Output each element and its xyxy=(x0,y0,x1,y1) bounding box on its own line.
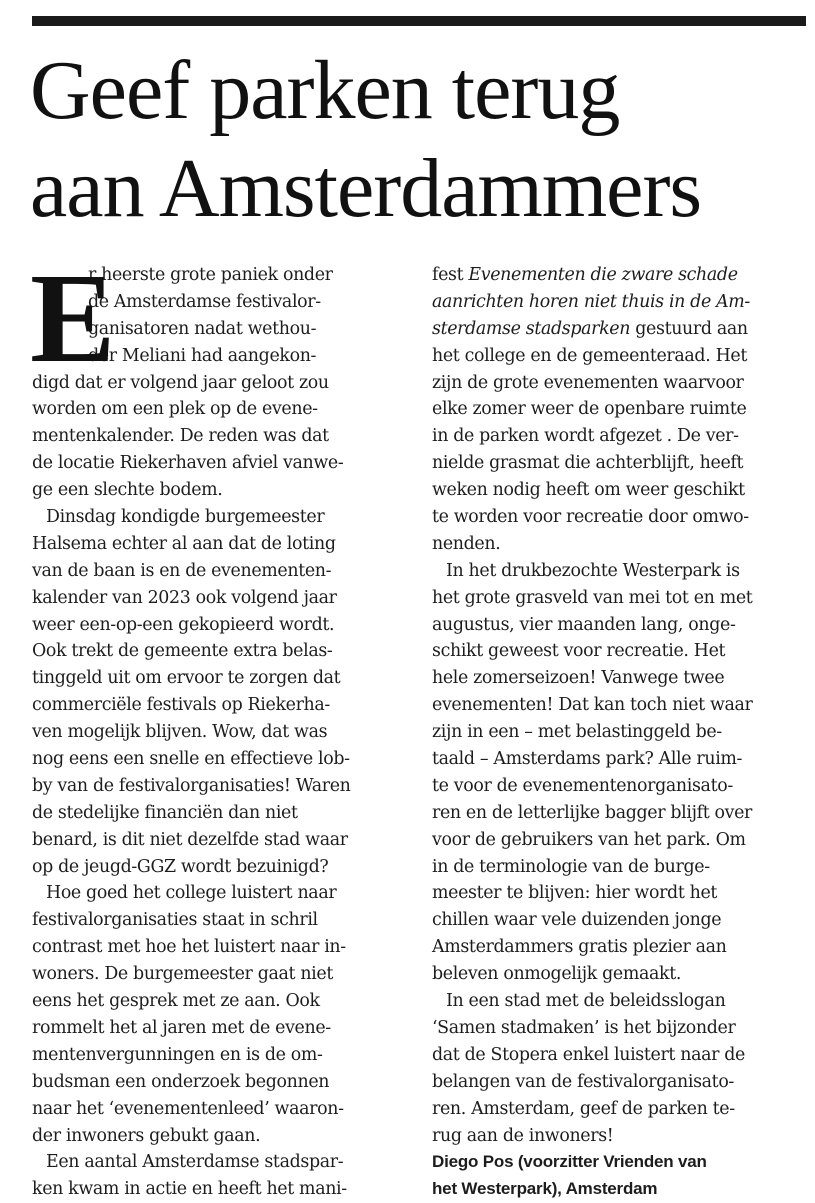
article-line: in de parken wordt afgezet . De ver- xyxy=(432,426,739,447)
article-line: hele zomerseizoen! Vanwege twee xyxy=(432,668,725,689)
article-line: woners. De burgemeester gaat niet xyxy=(32,964,333,985)
headline-line-2: aan Amsterdammers xyxy=(30,142,702,235)
drop-cap: E xyxy=(30,247,116,389)
article-line: augustus, vier maanden lang, onge- xyxy=(432,614,736,635)
article-line: der inwoners gebukt gaan. xyxy=(32,1125,261,1146)
article-column-left xyxy=(30,247,410,1203)
article-line: naar het ‘evenementenleed’ waaron- xyxy=(32,1098,344,1119)
article-line: het college en de gemeenteraad. Het xyxy=(432,345,747,366)
article-line: r heerste grote paniek onder xyxy=(88,265,333,285)
article-line: te worden voor recreatie door omwo- xyxy=(432,507,749,528)
article-line: op de jeugd-GGZ wordt bezuinigd? xyxy=(32,856,329,877)
headline-line-1: Geef parken terug xyxy=(30,44,620,137)
article-line xyxy=(432,262,808,289)
article-line: ‘Samen stadmaken’ is het bijzonder xyxy=(432,1017,736,1038)
article-line: nenden. xyxy=(432,533,501,554)
article-line: budsman een onderzoek begonnen xyxy=(32,1071,330,1092)
article-line: Halsema echter al aan dat de loting xyxy=(32,533,336,554)
article-line: eens het gesprek met ze aan. Ook xyxy=(32,991,320,1012)
article-line: schikt geweest voor recreatie. Het xyxy=(432,641,726,662)
article-line: commerciële festivals op Riekerha- xyxy=(32,695,330,716)
article-line: Hoe goed het college luistert naar xyxy=(46,883,337,904)
article-line: te voor de evenementenorganisato- xyxy=(432,775,733,796)
article-line: ven mogelijk blijven. Wow, dat was xyxy=(32,722,328,743)
article-line: benard, is dit niet dezelfde stad waar xyxy=(32,829,348,850)
article-line: Ook trekt de gemeente extra belas- xyxy=(32,641,333,662)
author-signature: het Westerpark), Amsterdam xyxy=(432,1179,658,1199)
article-line: ken kwam in actie en heeft het mani- xyxy=(32,1179,347,1200)
article-line: ren en de letterlijke bagger blijft over xyxy=(432,802,753,823)
article-line: van de baan is en de evenementen- xyxy=(32,560,332,581)
article-line: in de terminologie van de burge- xyxy=(432,856,710,877)
article-line: kalender van 2023 ook volgend jaar xyxy=(32,587,337,608)
quoted-manifesto-title: sterdamse stadsparken xyxy=(432,318,631,339)
article-line: belangen van de festivalorganisato- xyxy=(432,1071,734,1092)
headline xyxy=(30,42,810,238)
article-text: fest xyxy=(432,265,469,285)
article-line: nog eens een snelle en effectieve lob- xyxy=(32,749,350,770)
article-line: ren. Amsterdam, geef de parken te- xyxy=(432,1098,735,1119)
article-line: Een aantal Amsterdamse stadspar- xyxy=(46,1152,344,1173)
article-line: In een stad met de beleidsslogan xyxy=(446,991,726,1012)
article-line: elke zomer weer de openbare ruimte xyxy=(432,399,747,420)
article-line: zijn in een – met belastinggeld be- xyxy=(432,722,722,743)
article-line: rommelt het al jaren met de evene- xyxy=(32,1017,331,1038)
quoted-manifesto-title: aanrichten horen niet thuis in de Am- xyxy=(432,291,750,312)
article-line: meester te blijven: hier wordt het xyxy=(432,883,718,904)
article-line: mentenvergunningen en is de om- xyxy=(32,1044,323,1065)
article-line: chillen waar vele duizenden jonge xyxy=(432,910,722,931)
article-line: voor de gebruikers van het park. Om xyxy=(432,829,746,850)
article-line: festivalorganisaties staat in schril xyxy=(32,910,318,931)
author-signature: Diego Pos (voorzitter Vrienden van xyxy=(432,1152,707,1172)
article-line: by van de festivalorganisaties! Waren xyxy=(32,775,351,796)
article-line: ganisatoren nadat wethou- xyxy=(88,318,317,339)
article-line: weer een-op-een gekopieerd wordt. xyxy=(32,614,335,635)
article-line: ge een slechte bodem. xyxy=(32,480,223,501)
article-line: digd dat er volgend jaar geloot zou xyxy=(32,372,329,393)
quoted-manifesto-title: Evenementen die zware schade xyxy=(468,265,738,285)
article-line: dat de Stopera enkel luistert naar de xyxy=(432,1044,745,1065)
article-line: weken nodig heeft om weer geschikt xyxy=(432,480,745,501)
article-line: nielde grasmat die achterblijft, heeft xyxy=(432,453,744,474)
article-line: evenementen! Dat kan toch niet waar xyxy=(432,695,753,716)
article-column-right xyxy=(432,262,808,1203)
article-line: contrast met hoe het luistert naar in- xyxy=(32,937,346,958)
article-line: Dinsdag kondigde burgemeester xyxy=(46,507,325,528)
article-line: tinggeld uit om ervoor te zorgen dat xyxy=(32,668,341,689)
article-line xyxy=(432,316,808,343)
article-line: zijn de grote evenementen waarvoor xyxy=(432,372,744,393)
article-line: rug aan de inwoners! xyxy=(432,1125,614,1146)
article-line: worden om een plek op de evene- xyxy=(32,399,318,420)
article-line: der Meliani had aangekon- xyxy=(88,345,317,366)
article-line: beleven onmogelijk gemaakt. xyxy=(432,964,682,985)
article-line: de stedelijke financiën dan niet xyxy=(32,802,298,823)
article-line: In het drukbezochte Westerpark is xyxy=(446,560,740,581)
article-line: Amsterdammers gratis plezier aan xyxy=(432,937,727,958)
article-line: het grote grasveld van mei tot en met xyxy=(432,587,753,608)
top-rule xyxy=(32,16,806,26)
article-line: taald – Amsterdams park? Alle ruim- xyxy=(432,749,743,770)
article-line: de locatie Riekerhaven afviel vanwe- xyxy=(32,453,344,474)
article-line: de Amsterdamse festivalor- xyxy=(88,291,321,312)
article-line: mentenkalender. De reden was dat xyxy=(32,426,329,447)
article-text: gestuurd aan xyxy=(630,318,748,339)
